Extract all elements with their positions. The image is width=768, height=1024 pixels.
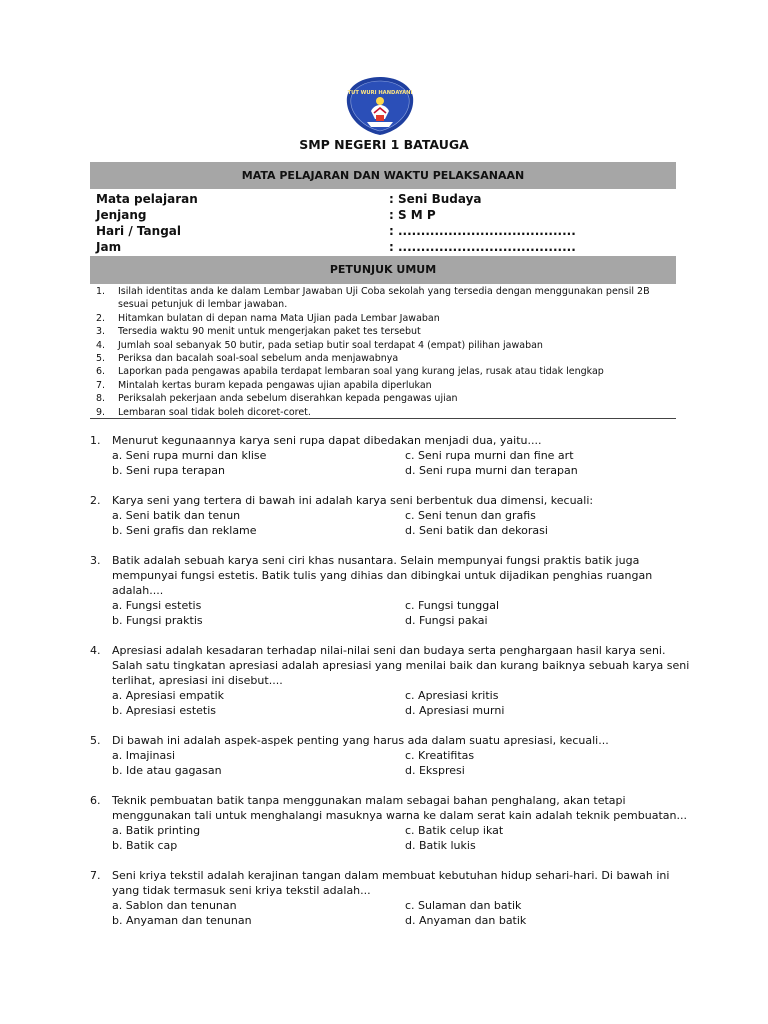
option-a[interactable]: a. Seni rupa murni dan klise: [112, 449, 267, 462]
option-d[interactable]: d. Fungsi pakai: [405, 614, 488, 627]
instruction-number: 7.: [96, 379, 106, 391]
question-text: Di bawah ini adalah aspek-aspek penting yang harus ada dalam suatu apresiasi, kecuali...: [112, 734, 609, 747]
option-a[interactable]: a. Imajinasi: [112, 749, 176, 762]
option-b[interactable]: b. Batik cap: [112, 839, 178, 852]
option-d[interactable]: d. Apresiasi murni: [405, 704, 505, 717]
instruction-item: [96, 285, 680, 312]
option-d[interactable]: d. Anyaman dan batik: [405, 914, 527, 927]
option-c[interactable]: c. Fungsi tunggal: [405, 599, 499, 612]
instruction-text: Lembaran soal tidak boleh dicoret-coret.: [118, 406, 311, 418]
question-number: 5.: [90, 734, 101, 747]
question-number: 6.: [90, 794, 101, 807]
question-7: [90, 868, 690, 928]
option-b[interactable]: b. Seni rupa terapan: [112, 464, 226, 477]
option-a[interactable]: a. Batik printing: [112, 824, 201, 837]
option-a[interactable]: a. Apresiasi empatik: [112, 689, 225, 702]
option-d[interactable]: d. Seni rupa murni dan terapan: [405, 464, 578, 477]
instruction-text: Tersedia waktu 90 menit untuk mengerjakan paket tes tersebut: [118, 326, 421, 338]
instruction-text: Mintalah kertas buram kepada pengawas ujian apabila diperlukan: [118, 379, 432, 391]
option-d[interactable]: d. Batik lukis: [405, 839, 476, 852]
question-text: Seni kriya tekstil adalah kerajinan tangan dalam membuat kebutuhan hidup sehari-hari. Di bawah ini yang tidak termasuk seni kriya tekstil adalah...: [112, 869, 670, 897]
question-text: Karya seni yang tertera di bawah ini adalah karya seni berbentuk dua dimensi, kecuali:: [112, 494, 594, 507]
instruction-item: [96, 392, 680, 405]
school-name: SMP NEGERI 1 BATAUGA: [299, 137, 469, 152]
instruction-text: Laporkan pada pengawas apabila terdapat lembaran soal yang kurang jelas, rusak atau tidak lengkap: [118, 366, 604, 378]
option-a[interactable]: a. Sablon dan tenunan: [112, 899, 237, 912]
instruction-item: [96, 339, 680, 352]
option-b[interactable]: b. Ide atau gagasan: [112, 764, 222, 777]
option-d[interactable]: d. Seni batik dan dekorasi: [405, 524, 548, 537]
instruction-text: Periksalah pekerjaan anda sebelum diserahkan kepada pengawas ujian: [118, 393, 458, 405]
question-text: Menurut kegunaannya karya seni rupa dapat dibedakan menjadi dua, yaitu....: [112, 434, 542, 447]
instruction-number: 9.: [96, 406, 106, 418]
section-header-subject-time: MATA PELAJARAN DAN WAKTU PELAKSANAAN: [90, 162, 676, 189]
option-a[interactable]: a. Seni batik dan tenun: [112, 509, 241, 522]
option-c[interactable]: c. Seni tenun dan grafis: [405, 509, 536, 522]
svg-text:TUT WURI HANDAYANI: TUT WURI HANDAYANI: [347, 90, 413, 96]
question-number: 4.: [90, 644, 101, 657]
question-3: [90, 553, 690, 628]
info-label: Jenjang: [96, 208, 147, 222]
instruction-number: 8.: [96, 393, 106, 405]
question-text: Batik adalah sebuah karya seni ciri khas nusantara. Selain mempunyai fungsi praktis batik juga mempunyai fungsi estetis. Batik tulis yang dihias dan dibingkai untuk dijadikan penghias ruangan adalah....: [112, 554, 653, 597]
option-b[interactable]: b. Seni grafis dan reklame: [112, 524, 257, 537]
instruction-text: Jumlah soal sebanyak 50 butir, pada setiap butir soal terdapat 4 (empat) pilihan jawaban: [118, 339, 543, 351]
instruction-text: Hitamkan bulatan di depan nama Mata Ujian pada Lembar Jawaban: [118, 312, 440, 324]
question-2: [90, 493, 690, 538]
instruction-item: [96, 352, 680, 365]
option-d[interactable]: d. Ekspresi: [405, 764, 465, 777]
instruction-number: 4.: [96, 339, 106, 351]
question-6: [90, 793, 690, 853]
instruction-number: 2.: [96, 312, 106, 324]
info-value: : S M P: [389, 208, 436, 222]
option-c[interactable]: c. Kreatifitas: [405, 749, 475, 762]
section-header-instructions: PETUNJUK UMUM: [90, 256, 676, 284]
question-number: 1.: [90, 434, 101, 447]
info-value: : Seni Budaya: [389, 192, 482, 206]
instruction-number: 5.: [96, 353, 106, 365]
instructions-list: [96, 285, 680, 419]
option-b[interactable]: b. Anyaman dan tenunan: [112, 914, 252, 927]
info-value: : .......................................: [389, 224, 576, 238]
info-label: Mata pelajaran: [96, 192, 198, 206]
question-text: Teknik pembuatan batik tanpa menggunakan malam sebagai bahan penghalang, akan tetapi menggunakan tali untuk menghalangi masuknya warna ke dalam serat kain adalah teknik pembuatan...: [112, 794, 687, 822]
info-value: : .......................................: [389, 240, 576, 254]
instruction-text: Periksa dan bacalah soal-soal sebelum anda menjawabnya: [118, 353, 399, 365]
questions-list: [90, 433, 690, 928]
option-b[interactable]: b. Fungsi praktis: [112, 614, 203, 627]
info-label: Jam: [96, 240, 122, 254]
instruction-item: [96, 379, 680, 392]
question-5: [90, 733, 690, 778]
option-c[interactable]: c. Batik celup ikat: [405, 824, 504, 837]
instruction-number: 1.: [96, 286, 106, 297]
instruction-item: [96, 312, 680, 325]
instruction-item: [96, 325, 680, 338]
question-1: [90, 433, 690, 478]
question-text: Apresiasi adalah kesadaran terhadap nilai-nilai seni dan budaya serta penghargaan hasil karya seni. Salah satu tingkatan apresiasi adalah apresiasi yang menilai baik dan kurang baiknya sebuah karya seni terlihat, apresiasi ini disebut....: [112, 644, 690, 687]
instruction-item: [96, 365, 680, 378]
option-c[interactable]: c. Sulaman dan batik: [405, 899, 522, 912]
option-a[interactable]: a. Fungsi estetis: [112, 599, 202, 612]
question-number: 2.: [90, 494, 101, 507]
option-c[interactable]: c. Seni rupa murni dan fine art: [405, 449, 574, 462]
instruction-text: Isilah identitas anda ke dalam Lembar Jawaban Uji Coba sekolah yang tersedia dengan menggunakan pensil 2B sesuai petunjuk di lembar jawaban.: [118, 286, 650, 311]
info-label: Hari / Tangal: [96, 224, 181, 238]
question-number: 7.: [90, 869, 101, 882]
option-b[interactable]: b. Apresiasi estetis: [112, 704, 217, 717]
instruction-number: 3.: [96, 326, 106, 338]
question-number: 3.: [90, 554, 101, 567]
instruction-number: 6.: [96, 366, 106, 378]
question-4: [90, 643, 690, 718]
tut-wuri-handayani-logo: [345, 75, 415, 137]
option-c[interactable]: c. Apresiasi kritis: [405, 689, 499, 702]
divider: [90, 418, 676, 419]
